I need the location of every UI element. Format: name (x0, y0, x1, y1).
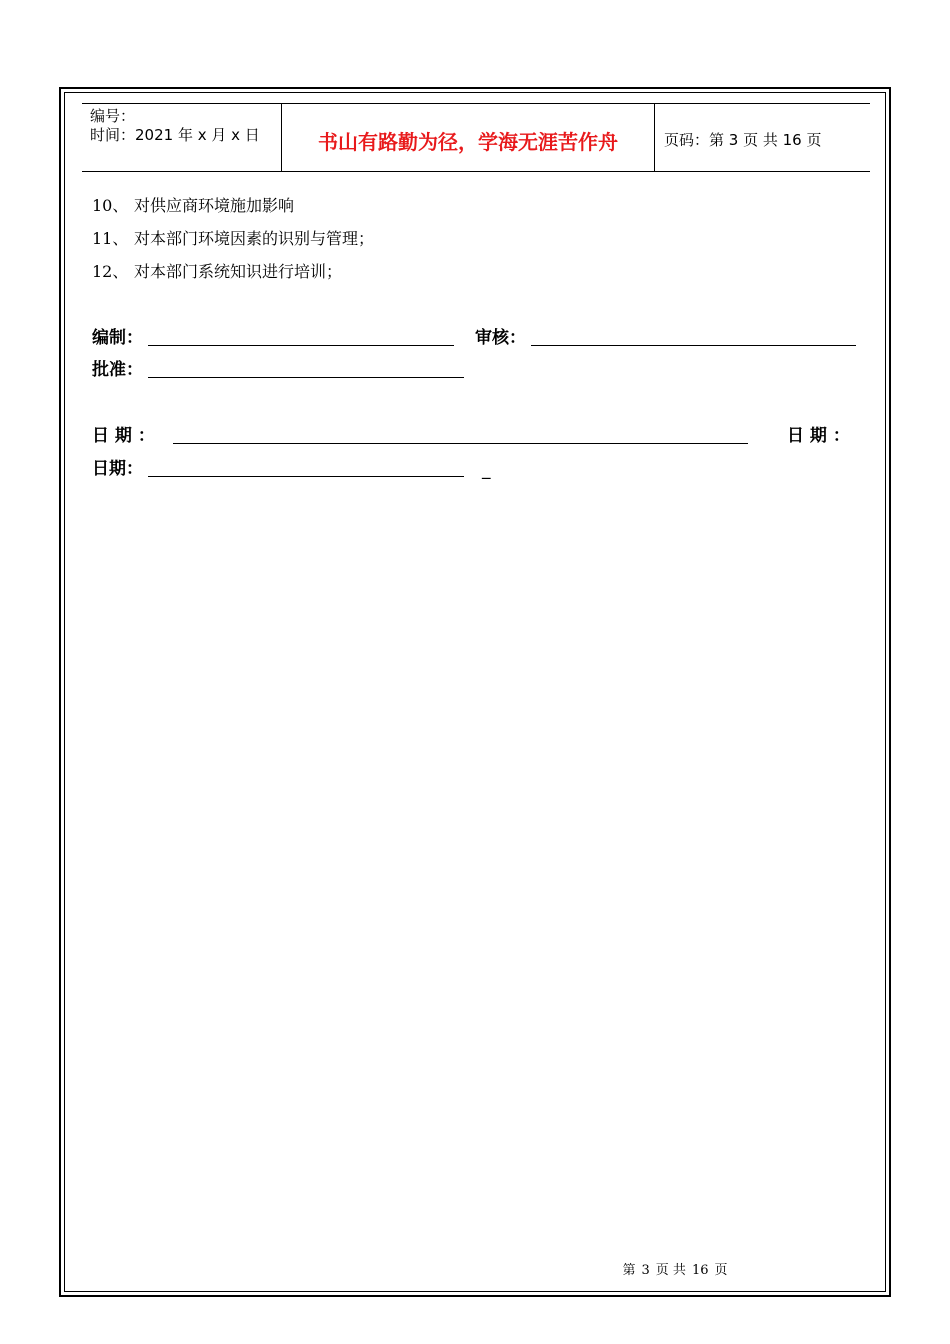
header-bottom-rule (82, 171, 870, 172)
list-item-number: 10、 (92, 196, 129, 215)
date-line-long[interactable] (173, 443, 748, 444)
list-item-number: 12、 (92, 262, 129, 281)
date-label-right: 日 期 ： (787, 426, 850, 446)
date-label: 日期： (92, 459, 143, 479)
footer-page-number: 3 (641, 1263, 650, 1278)
header-page-label: 页码：第 3 页 共 16 页 (664, 131, 822, 149)
list-item (92, 262, 342, 282)
compiled-by-label: 编制： (92, 328, 143, 348)
reviewed-by-label: 审核： (475, 328, 526, 348)
date-line[interactable] (148, 476, 464, 477)
header-top-rule (82, 103, 870, 104)
approved-by-label: 批准： (92, 360, 143, 380)
header-number-label: 编号： (90, 107, 136, 125)
list-item-text: 对供应商环境施加影响 (134, 196, 295, 215)
footer-total-pages: 16 (691, 1263, 709, 1278)
page-footer (560, 1259, 790, 1278)
reviewed-by-line[interactable] (531, 345, 856, 346)
list-item-number: 11、 (92, 229, 129, 248)
list-item (92, 196, 294, 216)
approved-by-line[interactable] (148, 377, 464, 378)
list-item-text: 对本部门系统知识进行培训； (134, 262, 343, 281)
date-label-spaced: 日 期 ： (92, 426, 155, 446)
list-item (92, 229, 374, 249)
compiled-by-line[interactable] (148, 345, 454, 346)
footer-suffix: 页 (714, 1263, 728, 1278)
header-time-label: 时间：2021 年 x 月 x 日 (90, 126, 260, 144)
footer-prefix: 第 (622, 1263, 636, 1278)
list-item-text: 对本部门环境因素的识别与管理； (134, 229, 375, 248)
footer-mid: 页 共 (655, 1263, 686, 1278)
header-motto: 书山有路勤为径，学海无涯苦作舟 (318, 130, 618, 154)
header-divider-right (654, 103, 655, 171)
trailing-mark: _ (482, 460, 491, 480)
